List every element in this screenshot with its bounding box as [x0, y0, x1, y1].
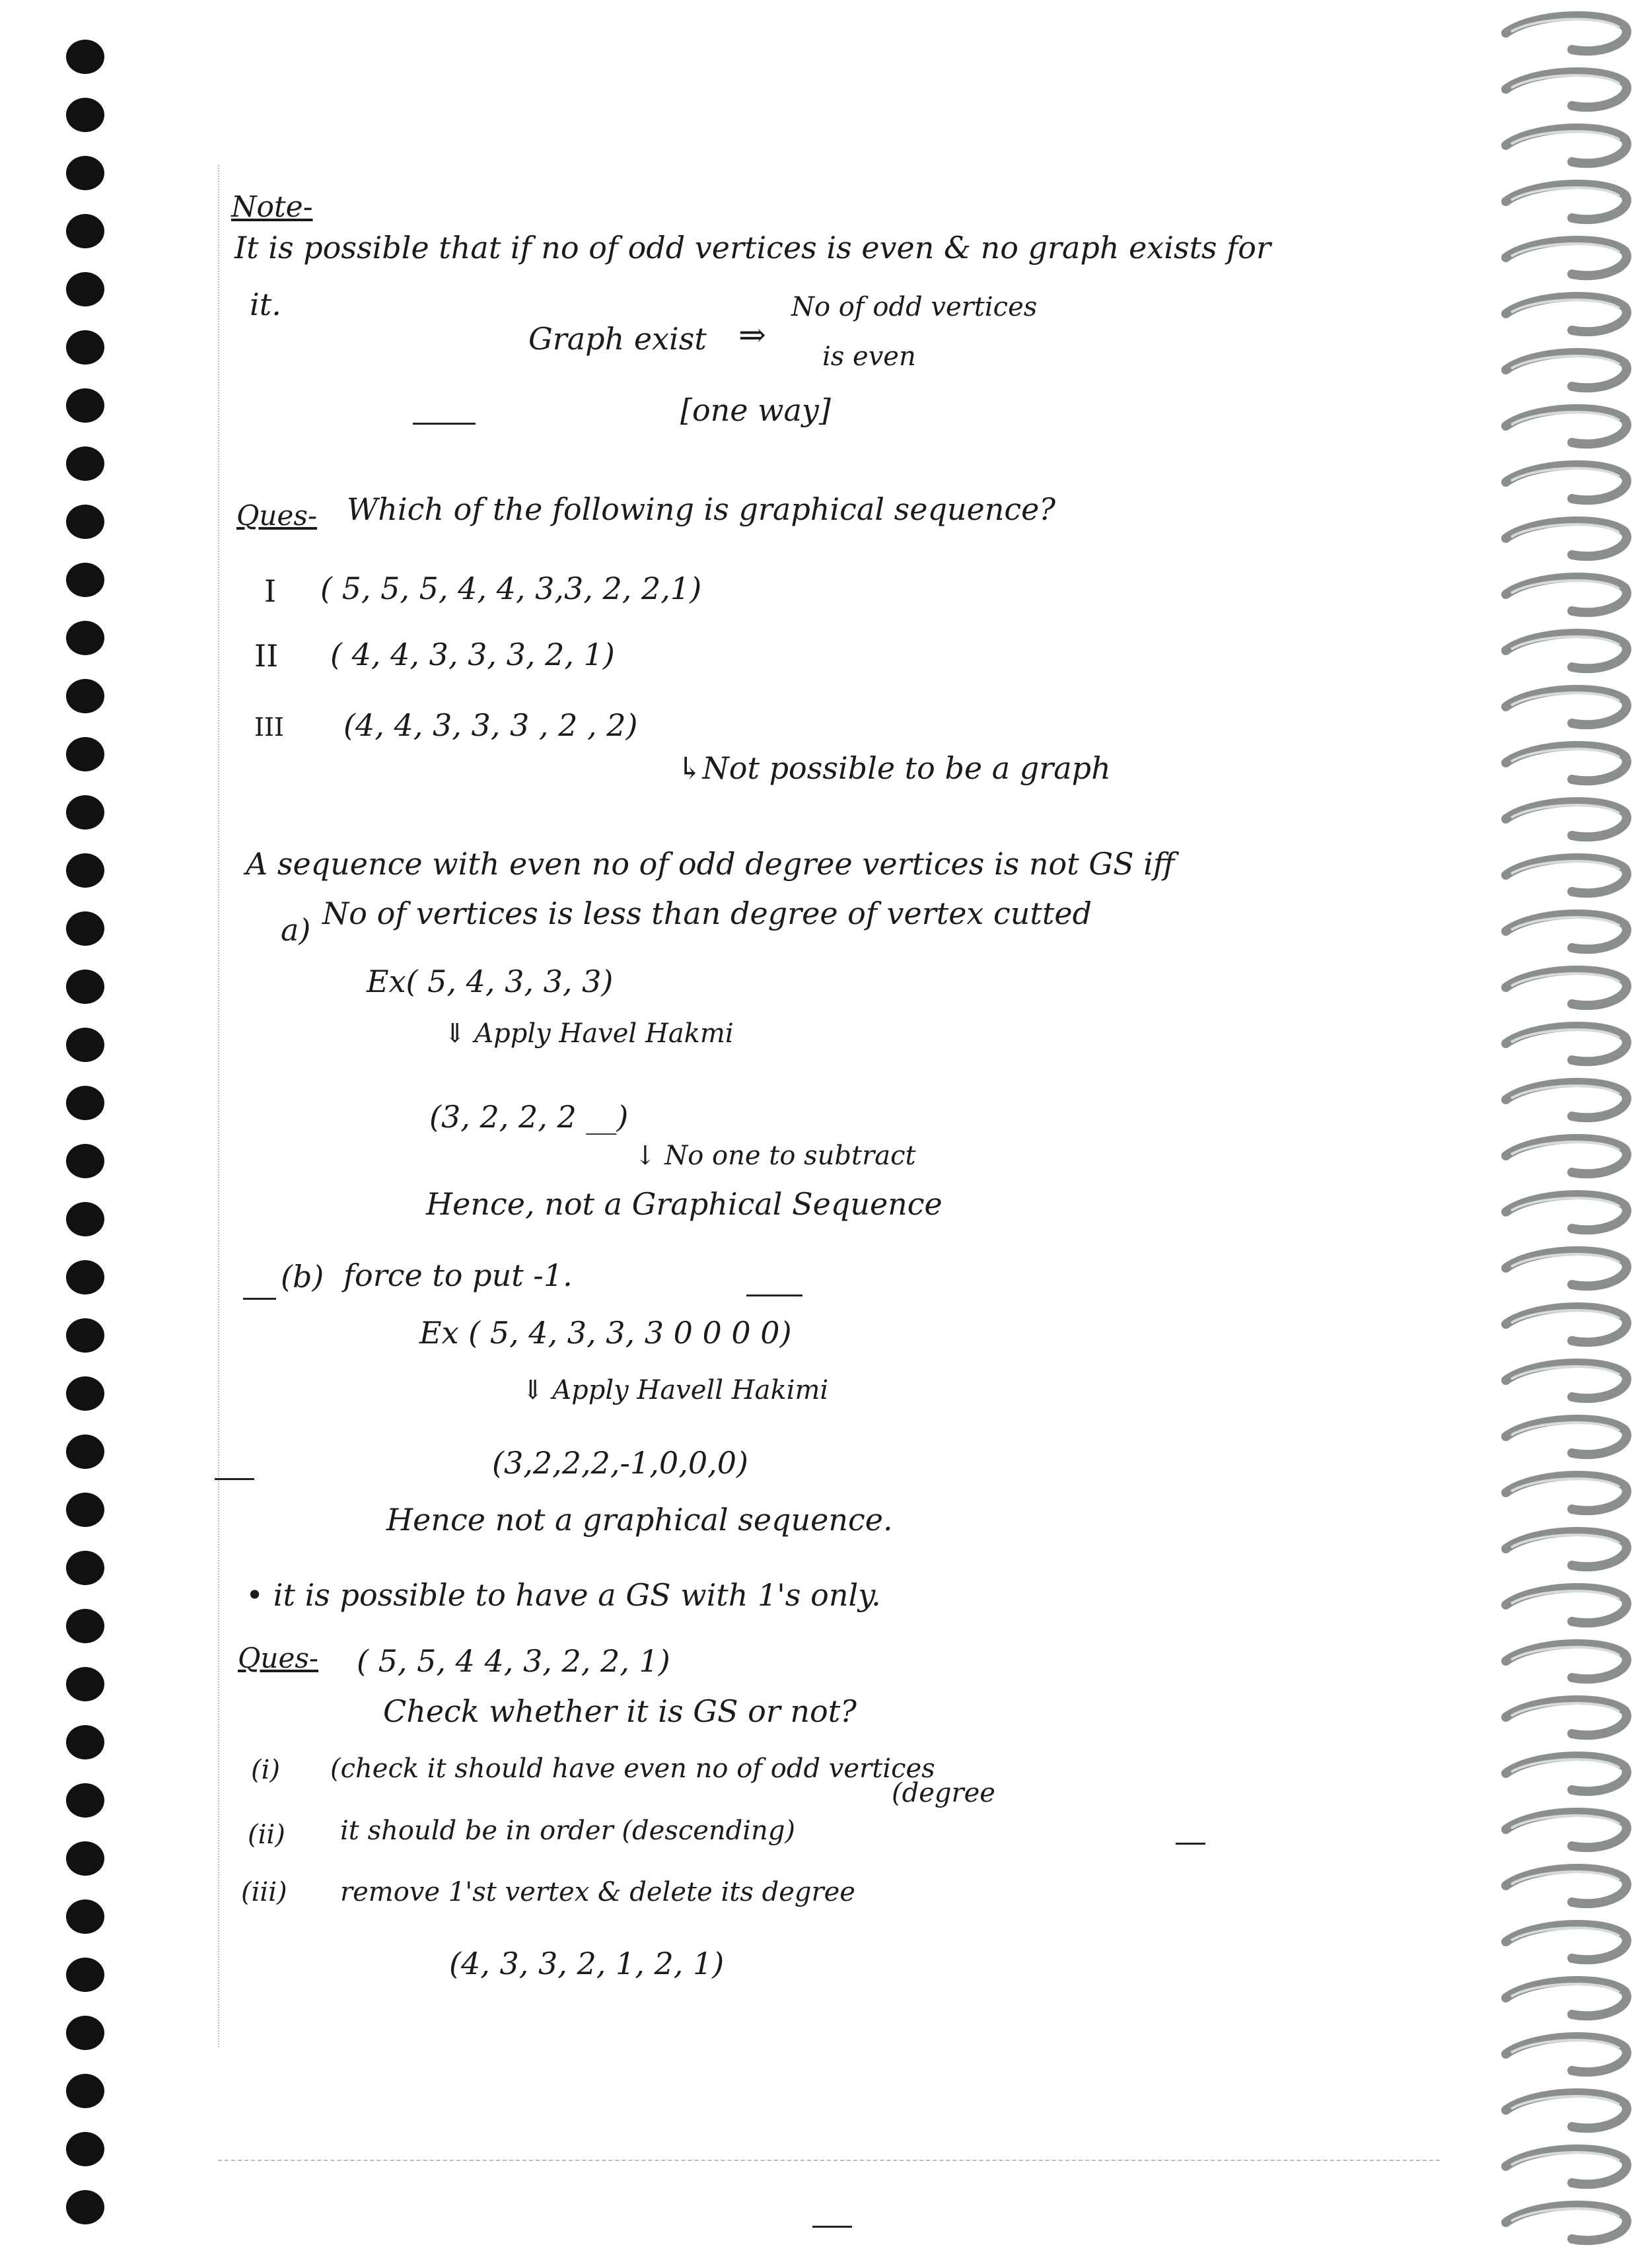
q2-step-num-2: (ii): [248, 1820, 285, 1850]
binder-hole: [66, 621, 104, 655]
q2-step-text-2: it should be in order (descending): [340, 1816, 796, 1846]
binder-hole: [66, 679, 104, 713]
b-dash: [243, 1298, 276, 1300]
spiral-coil: [1506, 1925, 1627, 1960]
rule-b-apply: ⇓ Apply Havell Hakimi: [522, 1375, 829, 1405]
binder-hole: [66, 563, 104, 597]
q1-numeral-2: II: [254, 638, 279, 674]
q2-step-num-3: (iii): [241, 1877, 287, 1907]
spiral-coil: [1506, 521, 1627, 556]
binder-hole: [66, 446, 104, 481]
spiral-coil: [1506, 858, 1627, 893]
spiral-coil: [1506, 1251, 1627, 1286]
binder-hole: [66, 388, 104, 423]
spiral-coil: [1506, 1195, 1627, 1230]
rule-b-label: (b): [281, 1259, 324, 1294]
spiral-coil: [1506, 2205, 1627, 2240]
q2-step-text-1: (check it should have even no of odd vertices: [330, 1754, 935, 1784]
spiral-coil: [1506, 1532, 1627, 1567]
binder-hole: [66, 1667, 104, 1701]
binder-hole: [66, 1725, 104, 1759]
q1-seq-1: ( 5, 5, 5, 4, 4, 3,3, 2, 2,1): [320, 571, 702, 606]
note-line-2: it.: [250, 287, 281, 322]
bottom-rule: [218, 2160, 1440, 2161]
binder-holes: [66, 40, 112, 2246]
implication-left: Graph exist: [528, 321, 707, 357]
spiral-coil: [1506, 1475, 1627, 1510]
binder-hole: [66, 795, 104, 830]
q1-prompt: Which of the following is graphical sequence?: [347, 491, 1056, 527]
spiral-coil: [1506, 1588, 1627, 1623]
spiral-coil: [1506, 2093, 1627, 2128]
spiral-coil: [1506, 2037, 1627, 2072]
rule-a-label: a): [281, 912, 311, 948]
binder-hole: [66, 1841, 104, 1876]
q2-step-text-3: remove 1'st vertex & delete its degree: [340, 1877, 855, 1907]
q2-step-extra-1: (degree: [892, 1778, 995, 1808]
binder-hole: [66, 2132, 104, 2166]
spiral-coil: [1506, 409, 1627, 444]
binder-hole: [66, 1435, 104, 1469]
binder-hole: [66, 737, 104, 771]
rule-a-result-note: ↓ No one to subtract: [634, 1141, 916, 1171]
bottom-tick: [812, 2226, 852, 2228]
rule-a-text: No of vertices is less than degree of vertex cutted: [322, 896, 1092, 931]
binder-hole: [66, 1899, 104, 1934]
note-line-1: It is possible that if no of odd vertices is even & no graph exists for: [234, 230, 1271, 266]
rule-b-result: (3,2,2,2,-1,0,0,0): [492, 1445, 748, 1481]
rule-b-example: Ex ( 5, 4, 3, 3, 3 0 0 0 0): [419, 1315, 792, 1351]
rule-a-apply: ⇓ Apply Havel Hakmi: [444, 1018, 734, 1049]
binder-hole: [66, 1493, 104, 1527]
q1-remark: ↳Not possible to be a graph: [677, 750, 1111, 786]
binder-hole: [66, 272, 104, 306]
spiral-coil: [1506, 2149, 1627, 2184]
q1-seq-2: ( 4, 4, 3, 3, 3, 2, 1): [330, 637, 615, 672]
binder-hole: [66, 505, 104, 539]
binder-hole: [66, 2074, 104, 2108]
binder-hole: [66, 1028, 104, 1062]
implication-right-1: No of odd vertices: [791, 292, 1038, 322]
spiral-coil: [1506, 970, 1627, 1005]
spiral-coil: [1506, 633, 1627, 668]
spiral-coil: [1506, 240, 1627, 275]
q1-seq-3: (4, 4, 3, 3, 3 , 2 , 2): [343, 707, 638, 743]
margin-line: [218, 165, 219, 2047]
binder-hole: [66, 98, 104, 132]
spiral-coil: [1506, 297, 1627, 332]
spiral-coil: [1506, 577, 1627, 612]
binder-hole: [66, 2190, 104, 2224]
q2-prompt: Check whether it is GS or not?: [383, 1693, 857, 1729]
spiral-coil: [1506, 128, 1627, 163]
spiral-coil: [1506, 1868, 1627, 1903]
binder-hole: [66, 1783, 104, 1818]
spiral-coil: [1506, 802, 1627, 837]
binder-hole: [66, 853, 104, 888]
spiral-coil: [1506, 1756, 1627, 1791]
binder-hole: [66, 2016, 104, 2050]
binder-hole: [66, 1260, 104, 1294]
separator-dash: [413, 423, 476, 425]
spiral-coil: [1506, 1082, 1627, 1117]
step-2-dash: [1176, 1843, 1205, 1845]
q1-label: Ques-: [236, 499, 318, 532]
spiral-coil: [1506, 184, 1627, 219]
spiral-coil: [1506, 1981, 1627, 2016]
q2-seq: ( 5, 5, 4 4, 3, 2, 2, 1): [357, 1643, 670, 1679]
spiral-coil: [1506, 465, 1627, 500]
q2-result: (4, 3, 3, 2, 1, 2, 1): [449, 1946, 725, 1981]
q1-numeral-3: III: [254, 713, 285, 742]
q1-numeral-1: I: [264, 573, 277, 609]
spiral-coil: [1506, 1139, 1627, 1174]
spiral-coil: [1506, 690, 1627, 725]
spiral-binding: [1493, 0, 1638, 2268]
spiral-coil: [1506, 746, 1627, 781]
binder-hole: [66, 156, 104, 190]
binder-hole: [66, 1551, 104, 1585]
spiral-coil: [1506, 1700, 1627, 1735]
b-side-dash: [746, 1294, 802, 1296]
q2-label: Ques-: [238, 1642, 319, 1674]
result-dash: [215, 1478, 254, 1480]
q2-step-num-1: (i): [251, 1755, 281, 1785]
binder-hole: [66, 1144, 104, 1178]
spiral-coil: [1506, 1812, 1627, 1847]
one-way-note: [one way]: [680, 392, 831, 428]
binder-hole: [66, 330, 104, 365]
spiral-coil: [1506, 1644, 1627, 1679]
spiral-coil: [1506, 914, 1627, 949]
rule-a-result: (3, 2, 2, 2 __): [429, 1099, 629, 1135]
binder-hole: [66, 214, 104, 248]
binder-hole: [66, 1609, 104, 1643]
binder-hole: [66, 1958, 104, 1992]
spiral-coil: [1506, 16, 1627, 51]
binder-hole: [66, 40, 104, 74]
spiral-coil: [1506, 1026, 1627, 1061]
binder-hole: [66, 1318, 104, 1353]
spiral-coil: [1506, 72, 1627, 107]
binder-hole: [66, 970, 104, 1004]
rule-b-text: force to put -1.: [343, 1258, 573, 1293]
rule-a-example: Ex( 5, 4, 3, 3, 3): [367, 964, 614, 999]
rule-b-conclusion: Hence not a graphical sequence.: [386, 1502, 893, 1538]
rule-intro: A sequence with even no of odd degree vertices is not GS iff: [246, 846, 1175, 882]
spiral-coil: [1506, 1419, 1627, 1454]
binder-hole: [66, 1376, 104, 1411]
possible-note: • it is possible to have a GS with 1's only.: [246, 1577, 881, 1613]
binder-hole: [66, 1202, 104, 1236]
note-heading: Note-: [231, 190, 313, 224]
rule-a-conclusion: Hence, not a Graphical Sequence: [426, 1186, 943, 1222]
spiral-coil: [1506, 353, 1627, 388]
spiral-coil: [1506, 1363, 1627, 1398]
binder-hole: [66, 911, 104, 946]
spiral-coil: [1506, 1307, 1627, 1342]
binder-hole: [66, 1086, 104, 1120]
implication-right-2: is even: [822, 341, 916, 372]
implication-arrow: ⇒: [738, 316, 766, 354]
